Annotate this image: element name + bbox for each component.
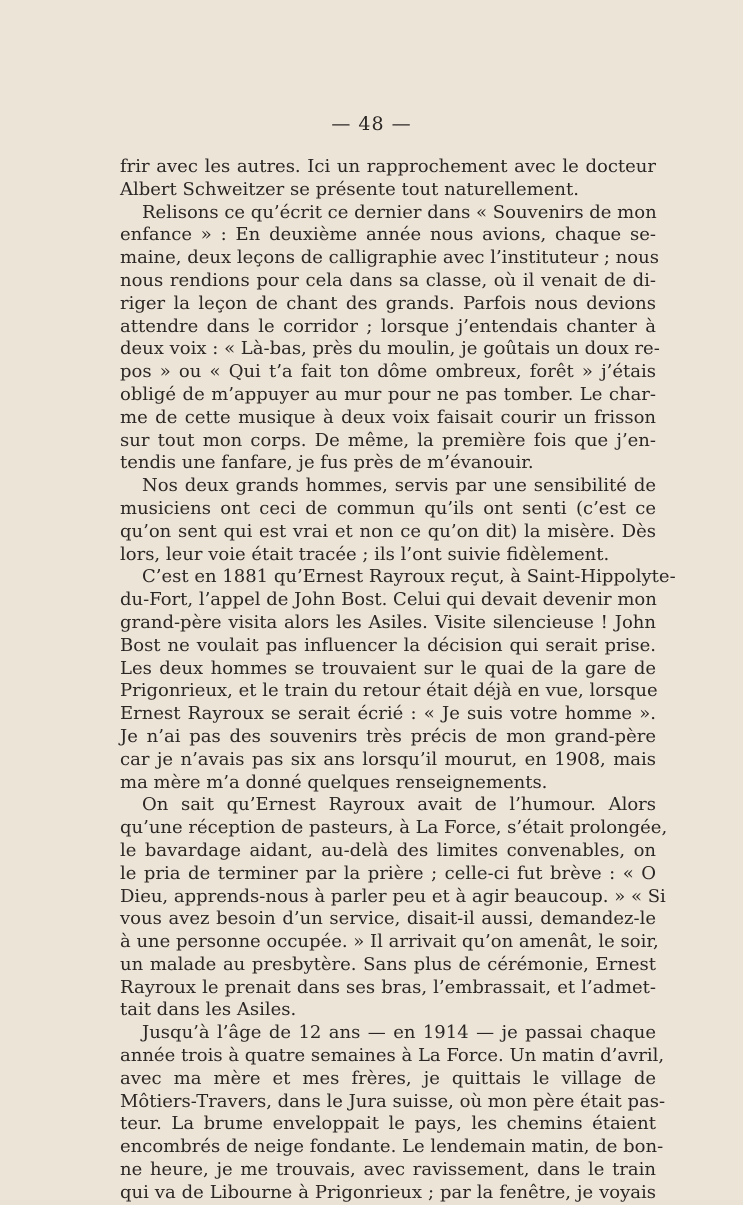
text-line: obligé de m’appuyer au mur pour ne pas tomber. Le char- <box>120 383 656 405</box>
text-line: me de cette musique à deux voix faisait courir un frisson <box>120 406 656 428</box>
text-line: à une personne occupée. » Il arrivait qu’on amenât, le soir, <box>120 931 659 953</box>
text-line: tait dans les Asiles. <box>120 999 297 1021</box>
text-line: Ernest Rayroux se serait écrié : « Je suis votre homme ». <box>120 703 656 725</box>
text-line: Rayroux le prenait dans ses bras, l’embrassait, et l’admet- <box>120 976 656 998</box>
text-line: maine, deux leçons de calligraphie avec l’instituteur ; nous <box>120 247 659 269</box>
text-line: un malade au presbytère. Sans plus de cérémonie, Ernest <box>120 953 656 975</box>
text-line: avec ma mère et mes frères, je quittais le village de <box>120 1067 656 1089</box>
text-line: musiciens ont ceci de commun qu’ils ont senti (c’est ce <box>120 497 656 519</box>
text-line: Môtiers-Travers, dans le Jura suisse, où mon père était pas- <box>120 1090 666 1112</box>
text-line: année trois à quatre semaines à La Force. Un matin d’avril, <box>120 1045 665 1067</box>
text-line: Prigonrieux, et le train du retour était déjà en vue, lorsque <box>120 680 658 702</box>
text-line: C’est en 1881 qu’Ernest Rayroux reçut, à Saint-Hippolyte- <box>142 566 676 588</box>
text-line: qu’une réception de pasteurs, à La Force, s’était prolongée, <box>120 817 668 839</box>
text-line: frir avec les autres. Ici un rapprochement avec le docteur <box>120 156 656 177</box>
text-line: enfance » : En deuxième année nous avions, chaque se- <box>120 224 656 246</box>
text-line: du-Fort, l’appel de John Bost. Celui qui devait devenir mon <box>120 589 657 611</box>
text-line: vous avez besoin d’un service, disait-il aussi, demandez-le <box>120 908 656 930</box>
text-line: Relisons ce qu’écrit ce dernier dans « Souvenirs de mon <box>142 201 657 223</box>
text-line: Bost ne voulait pas influencer la décision qui serait prise. <box>120 634 656 656</box>
text-line: le pria de terminer par la prière ; celle-ci fut brève : « O <box>120 862 656 884</box>
text-line: qui va de Libourne à Prigonrieux ; par la fenêtre, je voyais <box>120 1181 656 1203</box>
text-line: grand-père visita alors les Asiles. Visite silencieuse ! John <box>120 611 656 633</box>
text-line: On sait qu’Ernest Rayroux avait de l’humour. Alors <box>142 794 656 816</box>
text-line: tendis une fanfare, je fus près de m’évanouir. <box>120 452 534 474</box>
page-number: — 48 — <box>331 113 412 135</box>
text-line: Dieu, apprends-nous à parler peu et à agir beaucoup. » « Si <box>120 885 666 907</box>
text-line: sur tout mon corps. De même, la première fois que j’en- <box>120 429 656 451</box>
text-line: lors, leur voie était tracée ; ils l’ont suivie fidèlement. <box>120 543 610 565</box>
text-line: riger la leçon de chant des grands. Parfois nous devions <box>120 292 656 314</box>
text-line: deux voix : « Là-bas, près du moulin, je goûtais un doux re- <box>120 338 660 360</box>
text-line: Les deux hommes se trouvaient sur le quai de la gare de <box>120 657 656 679</box>
text-line: car je n’avais pas six ans lorsqu’il mourut, en 1908, mais <box>120 748 656 770</box>
body-text <box>120 156 676 1205</box>
text-line: nous rendions pour cela dans sa classe, où il venait de di- <box>120 269 656 291</box>
text-line: ne heure, je me trouvais, avec ravissement, dans le train <box>120 1159 656 1181</box>
text-line: le bavardage aidant, au-delà des limites convenables, on <box>120 839 656 861</box>
text-line: Je n’ai pas des souvenirs très précis de mon grand-père <box>120 725 656 747</box>
text-line: qu’on sent qui est vrai et non ce qu’on dit) la misère. Dès <box>120 520 656 542</box>
text-line: Albert Schweitzer se présente tout naturellement. <box>120 178 579 200</box>
text-line: ma mère m’a donné quelques renseignements. <box>120 771 548 793</box>
text-line: Jusqu’à l’âge de 12 ans — en 1914 — je passai chaque <box>142 1022 656 1044</box>
text-line: teur. La brume enveloppait le pays, les chemins étaient <box>120 1113 656 1135</box>
text-line: Nos deux grands hommes, servis par une sensibilité de <box>142 475 656 497</box>
text-line: attendre dans le corridor ; lorsque j’entendais chanter à <box>120 315 656 337</box>
text-line: encombrés de neige fondante. Le lendemain matin, de bon- <box>120 1136 664 1158</box>
text-line: pos » ou « Qui t’a fait ton dôme ombreux, forêt » j’étais <box>120 361 656 383</box>
